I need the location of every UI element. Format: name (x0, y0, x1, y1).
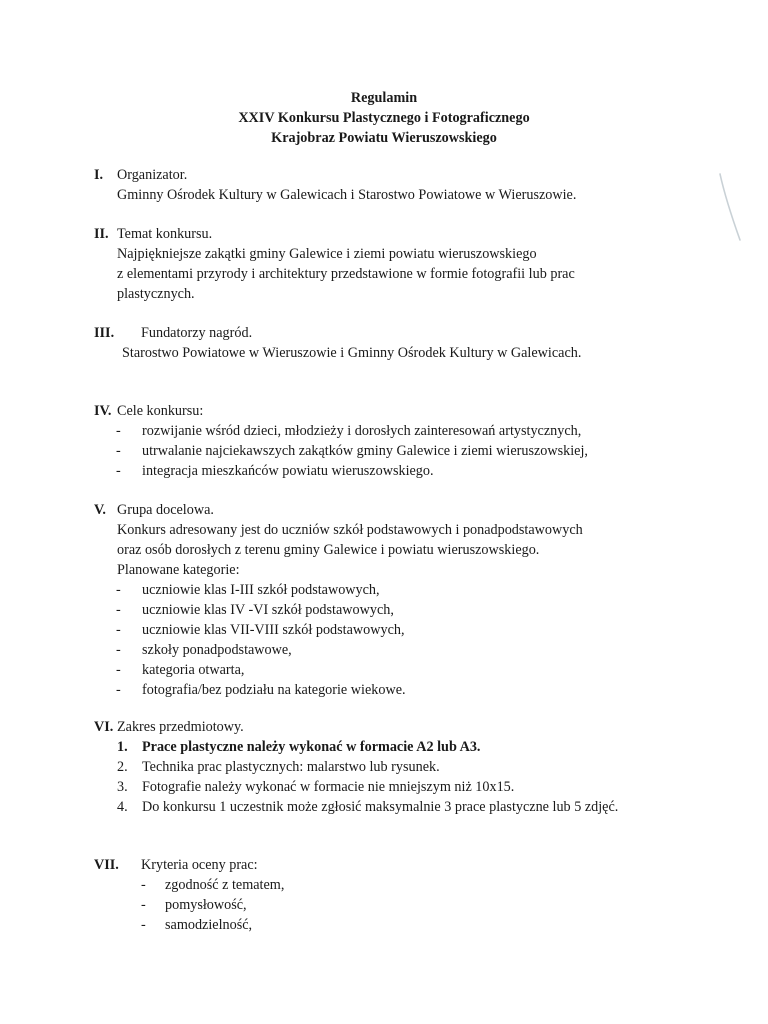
section-number: IV. (94, 403, 112, 419)
section-number: V. (94, 502, 106, 518)
list-item: - utrwalanie najciekawszych zakątków gminy Galewice i ziemi wieruszowskiej, (116, 443, 588, 459)
numbered-item: 4. Do konkursu 1 uczestnik może zgłosić maksymalnie 3 prace plastyczne lub 5 zdjęć. (117, 799, 619, 815)
section-number: VII. (94, 857, 119, 873)
pen-stroke-mark (716, 172, 746, 244)
section-organizer (94, 165, 684, 205)
title-line-3: Krajobraz Powiatu Wieruszowskiego (271, 130, 497, 146)
list-item: - szkoły ponadpodstawowe, (116, 642, 292, 658)
list-item: - pomysłowość, (141, 897, 247, 913)
document-title (0, 88, 768, 148)
section-founders (94, 323, 684, 363)
paragraph-line: Planowane kategorie: (117, 562, 240, 578)
section-scope (94, 717, 684, 817)
paragraph-line: plastycznych. (117, 286, 195, 302)
section-number: I. (94, 167, 104, 183)
list-item: - kategoria otwarta, (116, 662, 245, 678)
paragraph-line: Najpiękniejsze zakątki gminy Galewice i ziemi powiatu wieruszowskiego (117, 246, 537, 262)
numbered-item: 3. Fotografie należy wykonać w formacie nie mniejszym niż 10x15. (117, 779, 515, 795)
list-item: - rozwijanie wśród dzieci, młodzieży i dorosłych zainteresowań artystycznych, (116, 423, 582, 439)
section-heading: Kryteria oceny prac: (141, 857, 258, 873)
list-item: - uczniowie klas IV -VI szkół podstawowych, (116, 602, 394, 618)
section-number: III. (94, 325, 115, 341)
list-item: - uczniowie klas I-III szkół podstawowych, (116, 582, 380, 598)
list-item: - integracja mieszkańców powiatu wieruszowskiego. (116, 463, 434, 479)
title-line-1: Regulamin (350, 90, 418, 106)
paragraph-line: Gminny Ośrodek Kultury w Galewicach i Starostwo Powiatowe w Wieruszowie. (117, 187, 577, 203)
section-target-group (94, 500, 684, 700)
paragraph-line: Starostwo Powiatowe w Wieruszowie i Gminny Ośrodek Kultury w Galewicach. (122, 345, 582, 361)
paragraph-line: z elementami przyrody i architektury przedstawione w formie fotografii lub prac (117, 266, 575, 282)
numbered-item: 1. Prace plastyczne należy wykonać w formacie A2 lub A3. (117, 739, 481, 755)
list-item: - zgodność z tematem, (141, 877, 285, 893)
section-criteria (94, 855, 684, 935)
section-heading: Grupa docelowa. (117, 502, 214, 518)
section-heading: Zakres przedmiotowy. (117, 719, 244, 735)
list-item: - fotografia/bez podziału na kategorie wiekowe. (116, 682, 406, 698)
section-number: VI. (94, 719, 114, 735)
list-item: - uczniowie klas VII-VIII szkół podstawowych, (116, 622, 405, 638)
title-line-2: XXIV Konkursu Plastycznego i Fotograficznego (238, 110, 530, 126)
section-heading: Fundatorzy nagród. (141, 325, 253, 341)
list-item: - samodzielność, (141, 917, 253, 933)
section-heading: Cele konkursu: (117, 403, 204, 419)
section-theme (94, 224, 684, 304)
section-heading: Organizator. (117, 167, 188, 183)
paragraph-line: Konkurs adresowany jest do uczniów szkół podstawowych i ponadpodstawowych (117, 522, 583, 538)
numbered-item: 2. Technika prac plastycznych: malarstwo lub rysunek. (117, 759, 440, 775)
section-number: II. (94, 226, 109, 242)
section-goals (94, 401, 684, 481)
paragraph-line: oraz osób dorosłych z terenu gminy Galewice i powiatu wieruszowskiego. (117, 542, 540, 558)
section-heading: Temat konkursu. (117, 226, 213, 242)
